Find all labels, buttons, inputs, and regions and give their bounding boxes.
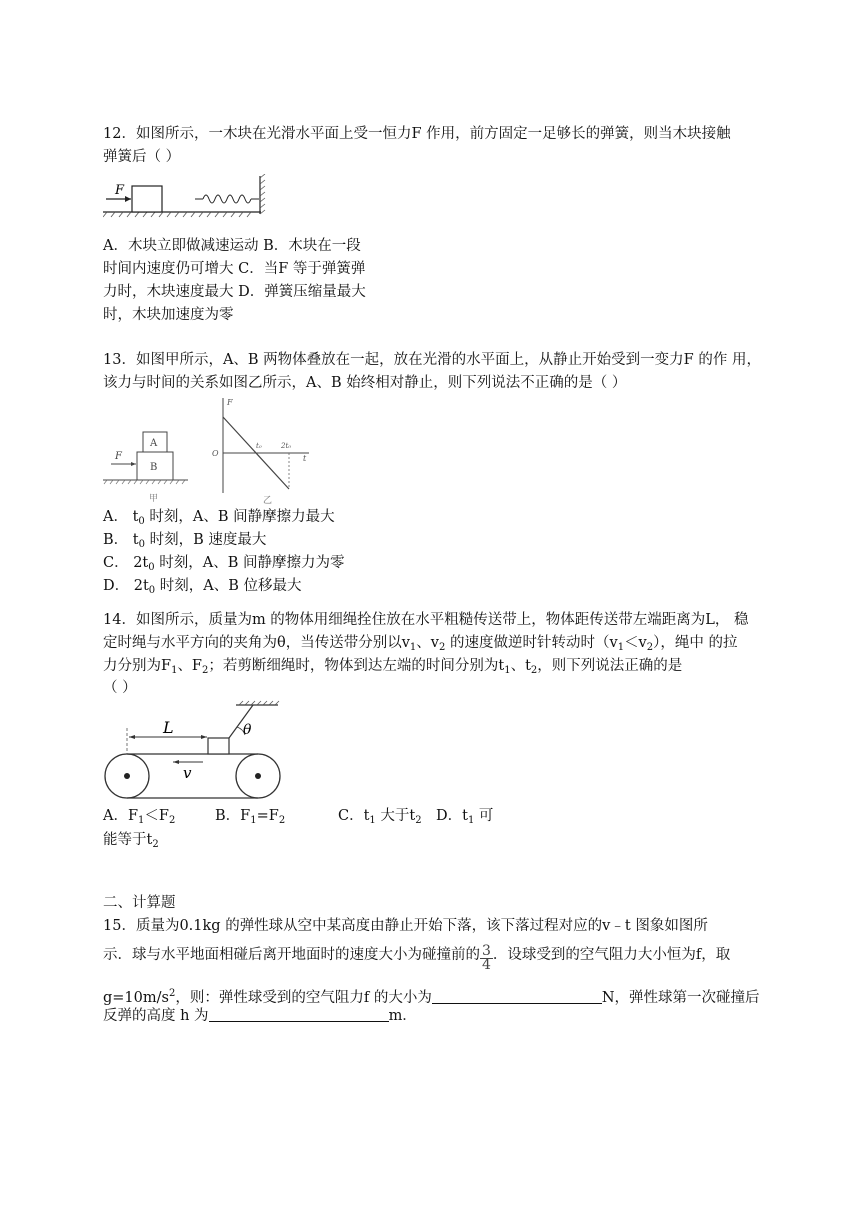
q14-figure-conveyor (103, 700, 288, 800)
q15-answer-blank-rebound-height[interactable] (209, 1007, 389, 1022)
q14-stem-line3: 力分别为$F_1$、$F_2$；若剪断细绳时，物体到达左端的时间分别为$t_1$、$t_2$，则下列说法正确的是 (103, 658, 683, 676)
q13-fig-t0: t₀ (256, 442, 262, 450)
q15-stem-line4: 反弹的高度 h 为 m． (103, 1008, 417, 1024)
q13-fig-axis-o: O (212, 449, 219, 458)
q13-fig-block-b: B (150, 462, 158, 473)
q14-stem-line4: （ ） (103, 680, 137, 696)
q13-stem-line1: 13．如图甲所示，A、B 两物体叠放在一起，放在光滑的水平面上，从静止开始受到一变力F 的作 用， (103, 352, 761, 368)
q12-options-line4: 时，木块加速度为零 (103, 307, 234, 323)
q14-fig-angle-label: θ (243, 722, 252, 738)
q14-stem-line2: 定时绳与水平方向的夹角为θ，当传送带分别以$v_1$、$v_2$ 的速度做逆时针转动时$(v_1<v_2)$，绳中 的拉 (103, 635, 738, 653)
q13-option-b: B． $t_0$ 时刻，B 速度最大 (103, 532, 267, 550)
q13-stem-line2: 该力与时间的关系如图乙所示，A、B 始终相对静止，则下列说法不正确的是（ ） (103, 375, 627, 391)
q15-stem-line1: 15．质量为0.1kg 的弹性球从空中某高度由静止开始下落，该下落过程对应的v﹣t 图象如图所 (103, 918, 708, 934)
q15-fraction: $\frac{3}{4}$ (482, 943, 491, 973)
q14-stem-line1: 14．如图所示，质量为m 的物体用细绳拴住放在水平粗糙传送带上，物体距传送带左端距离为L， 稳 (103, 612, 749, 628)
q13-fig-axis-f: F (227, 398, 233, 407)
q14-option-c: C．$t_1$ 大于$t_2$ (338, 808, 422, 826)
q12-fig-force-label: F (115, 183, 125, 198)
q12-stem-line2: 弹簧后（ ） (103, 149, 181, 165)
q14-option-d: D．$t_1$ 可 (436, 808, 494, 826)
q13-fig-caption-yi: 乙 (263, 496, 273, 506)
q12-stem-line1: 12．如图所示，一木块在光滑水平面上受一恒力F 作用，前方固定一足够长的弹簧，则当木块接触 (103, 126, 731, 142)
q13-fig-caption-jia: 甲 (149, 494, 159, 504)
q12-options-line2: 时间内速度仍可增大 C．当F 等于弹簧弹 (103, 261, 366, 277)
q12-options-line1: A．木块立即做减速运动 B．木块在一段 (103, 238, 361, 254)
q14-option-d-continued: 能等于$t_2$ (103, 832, 159, 850)
q14-fig-velocity-label: v (183, 764, 192, 782)
q13-option-d: D． $2t_0$ 时刻，A、B 位移最大 (103, 578, 302, 596)
q13-fig-axis-t: t (303, 454, 307, 463)
q13-option-c: C． $2t_0$ 时刻，A、B 间静摩擦力为零 (103, 555, 345, 573)
section-title-calculation: 二、计算题 (103, 895, 176, 911)
q13-option-a: A． $t_0$ 时刻，A、B 间静摩擦力最大 (103, 509, 335, 527)
q14-option-b: B．$F_1=F_2$ (215, 808, 286, 826)
q12-figure-block-spring (103, 174, 268, 222)
q13-fig-block-a: A (150, 438, 158, 449)
q15-answer-blank-air-resistance[interactable] (432, 989, 602, 1004)
q15-stem-line2: 示．球与水平地面相碰后离开地面时的速度大小为碰撞前的 $\frac{3}{4}$ ．设球受到的空气阻力大小恒为f，取 (103, 943, 731, 973)
q13-fig-2t0: 2t₀ (281, 442, 292, 450)
q12-options-line3: 力时，木块速度最大 D．弹簧压缩量最大 (103, 284, 366, 300)
q14-option-a: A．$F_1<F_2$ (103, 808, 176, 826)
q15-stem-line3: $g=10m/s^2$，则：弹性球受到的空气阻力f 的大小为 N，弹性球第一次碰撞后 (103, 988, 760, 1006)
q13-fig-force-label: F (115, 451, 122, 462)
q13-figures (103, 395, 318, 507)
q14-fig-distance-label: L (163, 718, 174, 737)
